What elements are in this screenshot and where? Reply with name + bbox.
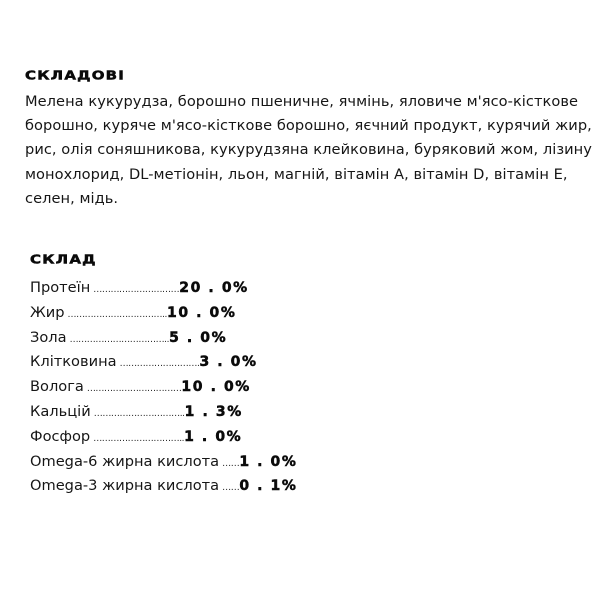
ingredients-line: борошно, куряче м'ясо-кісткове борошно, яєчний продукт, курячий жир, xyxy=(25,117,592,135)
ingredients-line: селен, мідь. xyxy=(25,189,119,207)
nutrient-label: Клітковина xyxy=(30,353,117,371)
ingredients-line: Мелена кукурудза, борошно пшеничне, ячмінь, яловиче м'ясо-кісткове xyxy=(25,93,579,110)
nutrient-label: Зола xyxy=(30,328,67,346)
dot-leader: …………………………….. xyxy=(69,334,170,345)
dot-leader: …… xyxy=(222,483,240,494)
dot-leader: ………………………… xyxy=(93,285,180,295)
composition-row-fiber xyxy=(30,350,298,375)
composition-row-ash xyxy=(30,326,298,351)
nutrient-value: 10 . 0% xyxy=(181,379,251,396)
dot-leader: ………………………….. xyxy=(93,433,185,444)
dot-leader: …… xyxy=(222,458,240,469)
composition-row-protein xyxy=(30,276,298,301)
composition-row-fat xyxy=(30,301,298,326)
nutrient-label: Волога xyxy=(30,378,84,396)
composition-row-omega6 xyxy=(30,450,298,475)
ingredients-line: монохлорид, DL-метіонін, льон, магній, вітамін A, вітамін D, вітамін E, xyxy=(25,165,568,183)
nutrient-label: Кальцій xyxy=(30,402,91,420)
composition-row-omega3 xyxy=(30,474,298,499)
nutrient-value: 5 . 0% xyxy=(169,329,228,346)
ingredients-line: рис, олія соняшникова, кукурудзяна клейковина, буряковий жом, лізину xyxy=(25,141,592,159)
ingredients-list xyxy=(25,90,600,211)
composition-heading: СКЛАД xyxy=(30,252,97,267)
nutrient-value: 1 . 0% xyxy=(239,453,298,470)
composition-row-moisture xyxy=(30,375,298,400)
dot-leader: …………………………… xyxy=(86,384,182,395)
nutrient-label: Omega-6 жирна кислота xyxy=(30,452,220,470)
nutrient-label: Фосфор xyxy=(30,427,91,445)
nutrient-value: 20 . 0% xyxy=(179,280,249,296)
nutrient-label: Omega-3 жирна кислота xyxy=(30,477,220,495)
composition-row-phosphorus xyxy=(30,425,298,450)
dot-leader: ………………………. xyxy=(119,359,200,370)
nutrient-value: 3 . 0% xyxy=(199,354,258,371)
nutrient-value: 10 . 0% xyxy=(167,304,237,321)
nutrient-value: 1 . 0% xyxy=(184,428,243,445)
nutrient-label: Жир xyxy=(30,303,65,321)
ingredients-heading: СКЛАДОВІ xyxy=(25,68,126,83)
dot-leader: …………………………….. xyxy=(67,309,167,320)
composition-row-calcium xyxy=(30,400,298,425)
dot-leader: ………………………….. xyxy=(93,408,185,419)
nutrient-label: Протеїн xyxy=(30,279,91,296)
composition-table xyxy=(30,276,298,499)
nutrient-value: 0 . 1% xyxy=(239,478,298,495)
nutrient-value: 1 . 3% xyxy=(184,403,243,420)
